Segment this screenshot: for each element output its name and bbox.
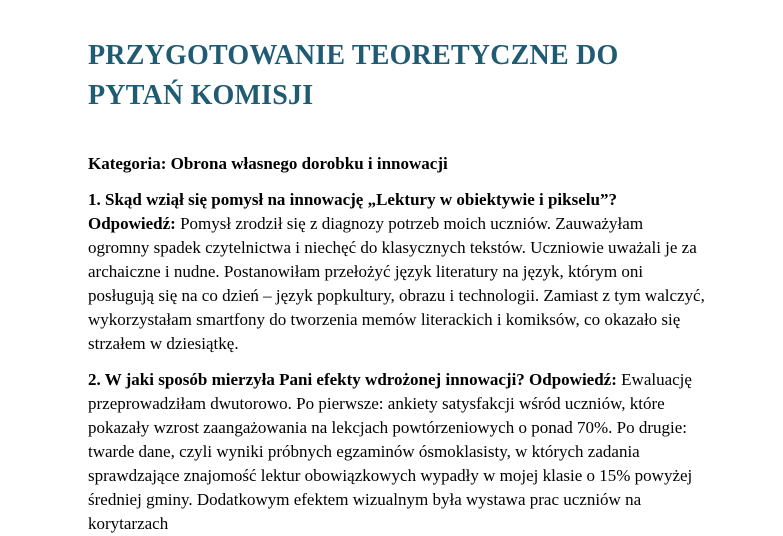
document-title: PRZYGOTOWANIE TEORETYCZNE DO PYTAŃ KOMISJI [88,40,619,111]
answer-1-text: Pomysł zrodził się z diagnozy potrzeb moich uczniów. Zauważyłam ogromny spadek czytelnictwa i niechęć do klasycznych tekstów. Uczniowie uważali je za archaiczne i nudne. Postanowiłam przełożyć język literatury na język, którym oni posługują się na co dzień – język popkultury, obrazu i technologii. Zamiast z tym walczyć, wykorzystałam smartfony do tworzenia memów literackich i komiksów, co okazało się strzałem w dziesiątkę. [88,214,705,353]
answer-2-text: Ewaluację przeprowadziłam dwutorowo. Po pierwsze: ankiety satysfakcji wśród uczniów, które pokazały wzrost zaangażowania na lekcjach powtórzeniowych o ponad 70%. Po drugie: twarde dane, czyli wyniki próbnych egzaminów ósmoklasisty, w których zadania sprawdzające znajomość lektur obowiązkowych wypadły w mojej klasie o 15% powyżej średniej gminy. Dodatkowym efektem wizualnym była wystawa prac uczniów na korytarzach [88,370,693,533]
question-2-text: 2. W jaki sposób mierzyła Pani efekty wdrożonej innowacji? Odpowiedź: [88,370,617,389]
question-1-text: 1. Skąd wziął się pomysł na innowację „Lektury w obiektywie i pikselu”? Odpowiedź: [88,190,617,233]
qa-paragraph-1 [88,188,705,356]
category-heading: Kategoria: Obrona własnego dorobku i innowacji [88,154,448,173]
qa-paragraph-2 [88,368,705,536]
